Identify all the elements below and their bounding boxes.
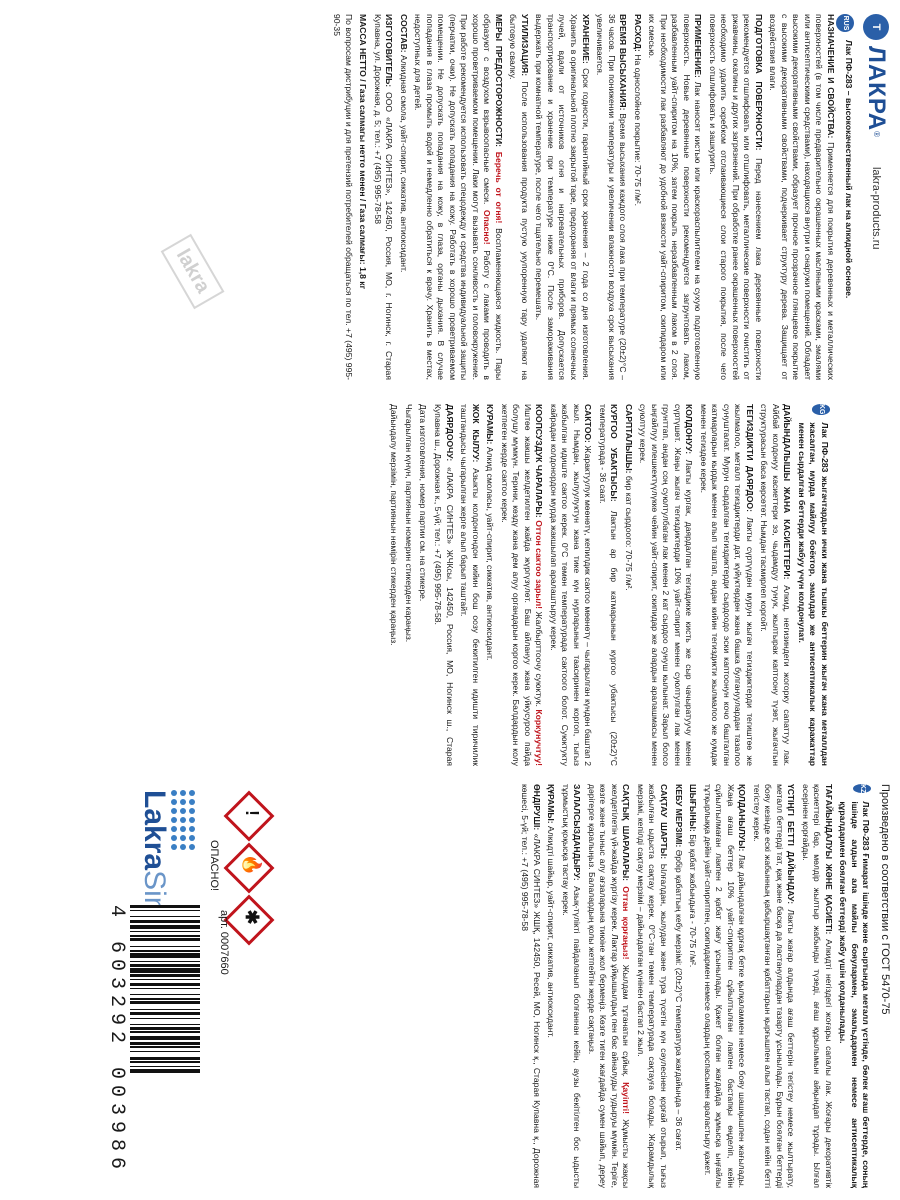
distribution-contact: По вопросам дистрибуции и для претензий потребителей обращаться по тел. +7 (495) 995-90-35 [332, 14, 354, 380]
website-url: lakra-products.ru [870, 166, 883, 250]
kg-manufacturer: ДАЯРДООЧУ: «ЛАКРА СИНТЕЗ» ЖЧКсы, 142450, Россия, МО, Ногинск ш., Старая Купавна ш., Дорожная к., 5-үй; тел.: +7 (495) 995-78-58. [433, 404, 455, 766]
hazard-pictograms [229, 790, 275, 940]
article-number: арт. 0007660 [218, 910, 230, 975]
production-date-note-kg: Чыгарылган күнүн, партиянын номерин стикерден караңыз. [403, 404, 414, 643]
watermark-stamp: lakra [161, 234, 224, 309]
rus-purpose: НАЗНАЧЕНИЕ И СВОЙСТВА: Применяется для покрытия деревянных и металлических поверхностей (в том числе предварительно окрашенных масляными красками, эмалями или антисептическими средствами), находящихся внутри и снаружи помещений. Обладает высокими декоративными свойствами, образует прочное прозрачное глянцевое покрытие с высокими декоративными свойствами, подчеркивает структуру дерева. Защищает от воздействия влаги. [768, 14, 836, 380]
kz-disposal: ЗАЛАЛСЫЗДАНДЫРУ: Азық-түлікті пайдаланып болғаннан кейін, аузы бекітілген бос ыдысты тұрмыстық қоқысқа тастау керек. [560, 784, 583, 1188]
kz-drying-time: КЕБУ МЕРЗІМІ: Әрбір қабаттың кебу мерзімі: (20±2)°С температура жағдайында – 36 сағат. [673, 784, 684, 1151]
kg-consumption: САРПТАЛЫШЫ: бир кат сырдоого: 70-75 г/м². [623, 404, 634, 591]
kz-intro [834, 784, 872, 1188]
barcode-bar [130, 1073, 200, 1075]
kg-application: КОЛДОНУУ: Лакты кургак, даярдалган тегиздикке кисть же сыр чачыратуучу менен сүртүшөт. Жаңы жыгач тегиздиктерди 10% уайт-спирит менен суюлтулган лак менен грунттап, андан соң суюлтулбаган лак менен 2 кат сырдоо сунуш кылынат. Зарыл болсо ыңгайлуу илешкектүүлүккө чейин уайт-спирит, скипидар же алардын аралашмасы менен суюлтуу керек. [638, 404, 695, 766]
production-date-note-kz: Дайындалу мерзімін, партиянын нөмірін стикерден қараңыз. [389, 404, 400, 646]
rus-intro-text: Лак ПФ-283 – высококачественный лак на алкидной основе. [843, 40, 854, 299]
rus-disposal: УТИЛИЗАЦИЯ: После использования продукта пустую укупоренную тару удаляют на бытовую свалку. [508, 14, 530, 380]
flame-hazard-icon: 🔥 [229, 842, 275, 888]
brand-header [860, 14, 892, 380]
lang-badge-kg: KG [812, 404, 830, 415]
kg-purpose: ДАЙЫНДАЛЫШЫ ЖАНА КАСИЕТТЕРИ: Алкид, негизиндеги жогорку сапаттуу лак. Айбай колдонуу касиеттери ээ, чыдамдуу тунук, жылтырак каптоону түзөт, жыгачтын структурасын баса көрсөтөт. Нымдан тасмирлеп коргойт. [759, 404, 793, 766]
kg-storage: САКТОО: Жарактуулук мөөнөтү, кепилдик сактоо мөөнөтү – чыгарылган күндөн баштап 2 жыл. Нымдан, жылуулуктун жана тике күн нурларынын таасиринен коргоп, тыгыз жабылган идиште сактоо керек. 0°С төмөн температурада сактоого болот. Суюктукту кайрадан колдонордон мурда жакшылап аралаштыруу керек. [548, 404, 594, 766]
barcode-bars [130, 905, 200, 1175]
lang-badge-kz: KZ [853, 784, 871, 793]
rus-consumption: РАСХОД: На однослойное покрытие: 70-75 г/м². [632, 14, 643, 206]
kz-storage: САҚТАУ ШАРТЫ: Ылғалдан, жылудан және тура түсетін күн сәулесінен қорғай отырып, тығыз жабылған ыдыста сақтау керек. 0°С-тан төмен температурада сақтауға болады. Жарамдылық мерзімі, кепілді сақтау мерзімі – дайындалған күнінен бастап 2 жыл. [635, 784, 670, 1188]
rus-precautions: МЕРЫ ПРЕДОСТОРОЖНОСТИ: Беречь от огня! Воспламеняющаяся жидкость. Пары образуют с воздухом взрывоопасные смеси. Опасно! Работу с лаками проводить в хорошо проветриваемом помещении. Лаки могут вызывать сонливость и головокружение. При работе рекомендуется использовать спецодежду и средства индивидуальной защиты (перчатки, очки). Не допускать попадания на кожу. Работать в хорошо проветриваемом помещении. Не допускать попадания на кожу, в глаза, органы дыхания. В случае попадания в глаза промыть водой и немедленно обратиться к врачу. Хранить в местах, недоступных для детей. [413, 14, 504, 380]
health-hazard-icon: ✱ [229, 894, 275, 940]
rus-preparation: ПОДГОТОВКА ПОВЕРХНОСТИ: Перед нанесением лака деревянные поверхности рекомендуется отшлифовать или отшлифовать, металлические поверхности очистить от ржавчины, окалины и других загрязнений. При обработке ранее окрашенных поверхностей необходимо удалить скребком отслаивающиеся слои старого покрытия, после чего поверхность отшлифовать и зашкурить. [707, 14, 764, 380]
exclamation-hazard-icon: ! [229, 790, 275, 836]
kz-manufacturer: ӨНДІРУШІ: «ЛАКРА СИНТЕЗ» ЖШҚ, 142450, Ресей, МО, Ногинск қ., Старая Купавна қ., Дорожная көшесі, 5-үй; тел.: +7 (495) 995-78-58 [520, 784, 542, 1188]
kz-purpose: ТАҒАЙЫНДАЛУЫ ЖӘНЕ ҚАСИЕТІ: Алкидті негіздегі жоғары сапалы лак. Жоғары декоративтік қасиеттері бар, мөлдір жылтыр жабынды түзеді, ағаш құрылымын айқындап тұрады. Ылғал әсерінен қорғайды. [800, 784, 834, 1188]
kz-precautions: САҚТЫҚ ШАРАЛАРЫ: Оттан қорғаңыз! Жылдам тұтанатын сұйық. Қауіпті! Жұмысты жақсы желдетілетін үй-жайда жүргізу керек. Лактар ұйқышылдық пен бас айналуды тудыруы мүмкін. Теріге, көзге және тыныс алу ағзаларына тиюіне жол бермеңіз. Көзге тиген жағдайда сумен шайып, дереу дәрігерге қаралыңыз. Балалардың қолы жетпейтін жерде сақтаңыз. [586, 784, 632, 1189]
kz-intro-text: Лак ПФ-283 Ғимарат ішінде және сыртында металл үстінде, бөлек ағаш беттерде, соның ішінде алдын ала майлы бояулармен, эмальдармен немесе антисептикалық құралдармен боялған беттерді жабу үшін қолданылады. [838, 801, 872, 1188]
logo-circle-icon: Т [863, 14, 889, 40]
logo-word: ЛАКРА [863, 46, 890, 132]
kz-preparation: ҮСТІҢГІ БЕТТІ ДАЙЫНДАУ: Лакты жағар алдында ағаш беттерін тегістеу немесе жылтырату, металл беттерді тат, қақ және басқа да ластанулардан тазарту ұсынылады. Бұрын боялған беттерді бояу кезінде ескі жабынның қабыршақтанған қабаттарын қырғышпен алып тастап, содан кейін бетті тегістеу керек. [751, 784, 797, 1188]
kg-disposal: ЖОК КЫЛУУ: Азыкты колдонгондон кийин бош оозу бекитилген идишти тиричилик таштандысы чыгарылган жерге алып барып таштайт. [459, 404, 481, 767]
kz-application: ҚОЛДАНЫЛУЫ: Лак дайындалған құрғақ бетке қылқаламмен немесе бояу шашқышпен жағылады. Жаңа ағаш беттер 10% уайт-спиритпен сұйылтылған лакпен бастапқы өңделіп, кейін сұйылтылмаған лакпен 2 қабат жағу ұсынылады. Қажет болған жағдайда жұмысқа ыңғайлы тұтқырлыққа дейін уайт-спиритпен, скипидармен немесе олардың қоспасымен араластыру қажет. [702, 784, 748, 1189]
gost-standard: Произведено в соответствии с ГОСТ 5470-75 [879, 784, 891, 1015]
kz-composition: ҚҰРАМЫ: Алкидті шайыр, уайт-спирит, сиккатив, антиоксидант. [546, 784, 557, 1038]
net-weight: МАССА НЕТТО / Газа салмагы нетто менен / Газа салмағы: 1,8 кг [358, 14, 369, 290]
column-kyrgyz [0, 400, 900, 770]
kz-consumption: ШЫҒЫНЫ: Бір қабат жабындыға - 70-75 г/м². [688, 784, 699, 968]
rus-storage: ХРАНЕНИЕ: Срок годности, гарантийный срок хранения – 2 года со дня изготовления. Хранить в оригинальной плотно закрытой таре, предохраняя от влаги и прямых солнечных лучей, вдали от источников огня и нагревательных приборов. Допускается транспортирование и хранение при температуре ниже 0°С. После замораживания выдержать при комнатной температуре, после чего тщательно перемешать. [534, 14, 591, 380]
logo-registered-mark: ® [872, 131, 882, 137]
barcode-digits: 4 603292 003986 [105, 905, 128, 1176]
rus-application: ПРИМЕНЕНИЕ: Лак наносят кистью или краскораспылителем на сухую подготовленную поверхность. Новые деревянные поверхности рекомендуется загрунтовать лаком, разбавленным уайт-спиритом на 10%, затем покрыть неразбавленным лаком в 2 слоя. При необходимости лак разбавляют до удобной вязкости уайт-спиритом, скипидаром или их смесью. [647, 14, 704, 381]
kg-precautions: КООПСУЗДУК ЧАРАЛАРЫ: Оттон сактоо зарыл! Жалбырттоочу суюктук. Коркунучтуу! Иштөө жакшы желдетилген жайда жүргүзүлөт. Баш айлануу жана уйкусуроо пайда болушу мүмкүн. Терини, көздү жана дем алуу органдарын коргоо керек. Балдардын колу жетпеген жерде сактоо керек. [499, 404, 545, 766]
kg-intro [792, 404, 830, 766]
lang-badge-rus: RUS [836, 14, 854, 32]
rus-composition: СОСТАВ: Алкидная смола, уайт-спирит, сиккатив, антиоксидант. [398, 14, 409, 273]
sintez-wordmark: Lakra [138, 790, 171, 871]
lakra-logo [860, 14, 892, 137]
column-russian [0, 8, 900, 384]
rus-manufacturer: ИЗГОТОВИТЕЛЬ: ООО «ЛАКРА СИНТЕЗ», 142450, Россия, МО, г. Ногинск, г. Старая Купавна, ул. Дорожная, д. 5; тел.: +7 (495) 995-78-58 [372, 14, 395, 380]
kg-composition: КУРАМЫ: Алкид смоласы, уайт-спирит, сиккатив, антиоксидант. [485, 404, 496, 661]
rus-intro [836, 14, 854, 380]
production-date-note-ru: Дата изготовления, номер партии см. на стикере. [418, 404, 429, 602]
kg-drying-time: КУРГОО УБАКТЫСЫ: Лактын ар бир катмарынын кургоо убактысы (20±2)°С температурада - 36 саат. [597, 404, 620, 766]
rus-drying-time: ВРЕМЯ ВЫСЫХАНИЯ: Время высыхания каждого слоя лака при температуре (20±2)°С – 36 часов. При понижении температуры и увеличении влажности воздуха срок высыхания увеличивается. [595, 14, 629, 381]
danger-label: ОПАСНО! [208, 840, 220, 892]
ean-barcode [105, 905, 200, 1175]
kg-preparation: ТЕГИЗДИКТИ ДАЯРДОО: Лакты сүртүүдөн мурун жыгач тегиздиктерди тегиштөө же жылмалоо, металл тегиздиктерди дат, күйүктөрдөн жана башка булгануулардан тазалоо сунушталат. Мурун сырдалган тегиздиктерди сырдоодо эски каптоонун кочо башталган катмарларын кырдык менен алып таштап, андан кийин тегиздикти жылмалоо же кумдак менен тегиздөө керек. [698, 404, 755, 766]
kg-intro-text: Лак ПФ-283 жыгачтардын ички жана тышкы беттерин жыгач жана металлдан жасалган, мурда майлуу боёктор, эмалдар же антисептикалык каражаттар менен сырдалган беттерди жабуу үчүн колдонулат. [796, 422, 830, 766]
